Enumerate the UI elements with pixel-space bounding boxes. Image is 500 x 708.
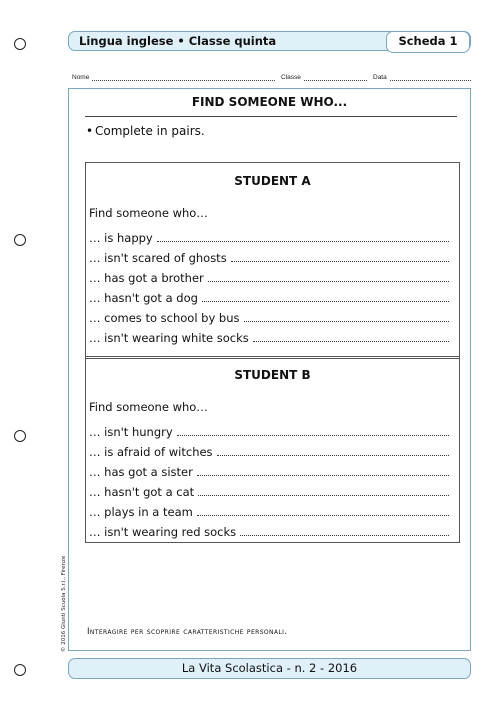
- class-field[interactable]: [281, 69, 367, 81]
- student-a-box: [85, 162, 460, 359]
- student-a-list: [89, 225, 449, 345]
- instruction-text: Complete in pairs.: [95, 124, 205, 138]
- binder-hole-upper-middle: [14, 234, 26, 246]
- answer-line: [253, 335, 449, 342]
- binder-hole-bottom: [14, 664, 26, 676]
- student-b-intro: Find someone who…: [89, 400, 208, 414]
- header-bar: [68, 31, 471, 51]
- list-item[interactable]: … has got a sister: [89, 459, 449, 479]
- date-line: [390, 73, 471, 81]
- student-b-list: [89, 419, 449, 539]
- student-a-intro: Find someone who…: [89, 206, 208, 220]
- student-a-heading: STUDENT A: [234, 174, 311, 188]
- answer-line: [208, 275, 449, 282]
- date-field[interactable]: [373, 69, 471, 81]
- class-line: [304, 73, 367, 81]
- footer-bar: [68, 658, 471, 679]
- publication-info: La Vita Scolastica - n. 2 - 2016: [181, 661, 358, 675]
- answer-line: [157, 235, 449, 242]
- learning-objective: Interagire per scoprire caratteristiche personali.: [87, 627, 288, 637]
- list-item[interactable]: … isn't wearing red socks: [89, 519, 449, 539]
- list-item[interactable]: … hasn't got a dog: [89, 285, 449, 305]
- answer-line: [202, 295, 449, 302]
- name-field[interactable]: [72, 69, 275, 81]
- list-item[interactable]: … isn't wearing white socks: [89, 325, 449, 345]
- list-item[interactable]: … isn't scared of ghosts: [89, 245, 449, 265]
- list-item[interactable]: … isn't hungry: [89, 419, 449, 439]
- list-item[interactable]: … hasn't got a cat: [89, 479, 449, 499]
- binder-hole-lower-middle: [14, 430, 26, 442]
- list-item[interactable]: … is afraid of witches: [89, 439, 449, 459]
- page-title: FIND SOMEONE WHO...: [191, 95, 348, 109]
- list-item[interactable]: … plays in a team: [89, 499, 449, 519]
- list-item[interactable]: … is happy: [89, 225, 449, 245]
- answer-line: [244, 315, 449, 322]
- title-divider: [85, 116, 457, 117]
- student-b-heading: STUDENT B: [234, 368, 311, 382]
- subject-label: Lingua inglese • Classe quinta: [79, 34, 277, 48]
- copyright-notice: © 2016 Giunti Scuola S.r.l., Firenze: [61, 555, 67, 652]
- date-label: Data: [373, 74, 387, 81]
- binder-hole-top: [14, 38, 26, 50]
- instruction: [86, 124, 205, 138]
- answer-line: [231, 255, 449, 262]
- student-b-box: [85, 356, 460, 543]
- list-item[interactable]: … has got a brother: [89, 265, 449, 285]
- answer-line: [198, 489, 449, 496]
- name-label: Nome: [72, 74, 90, 81]
- answer-line: [240, 529, 449, 536]
- answer-line: [197, 469, 449, 476]
- name-line: [92, 73, 275, 81]
- list-item[interactable]: … comes to school by bus: [89, 305, 449, 325]
- worksheet-number: Scheda 1: [386, 31, 470, 53]
- answer-line: [197, 509, 449, 516]
- class-label: Classe: [281, 74, 301, 81]
- answer-line: [217, 449, 449, 456]
- answer-line: [177, 429, 449, 436]
- bullet-icon: •: [86, 124, 94, 138]
